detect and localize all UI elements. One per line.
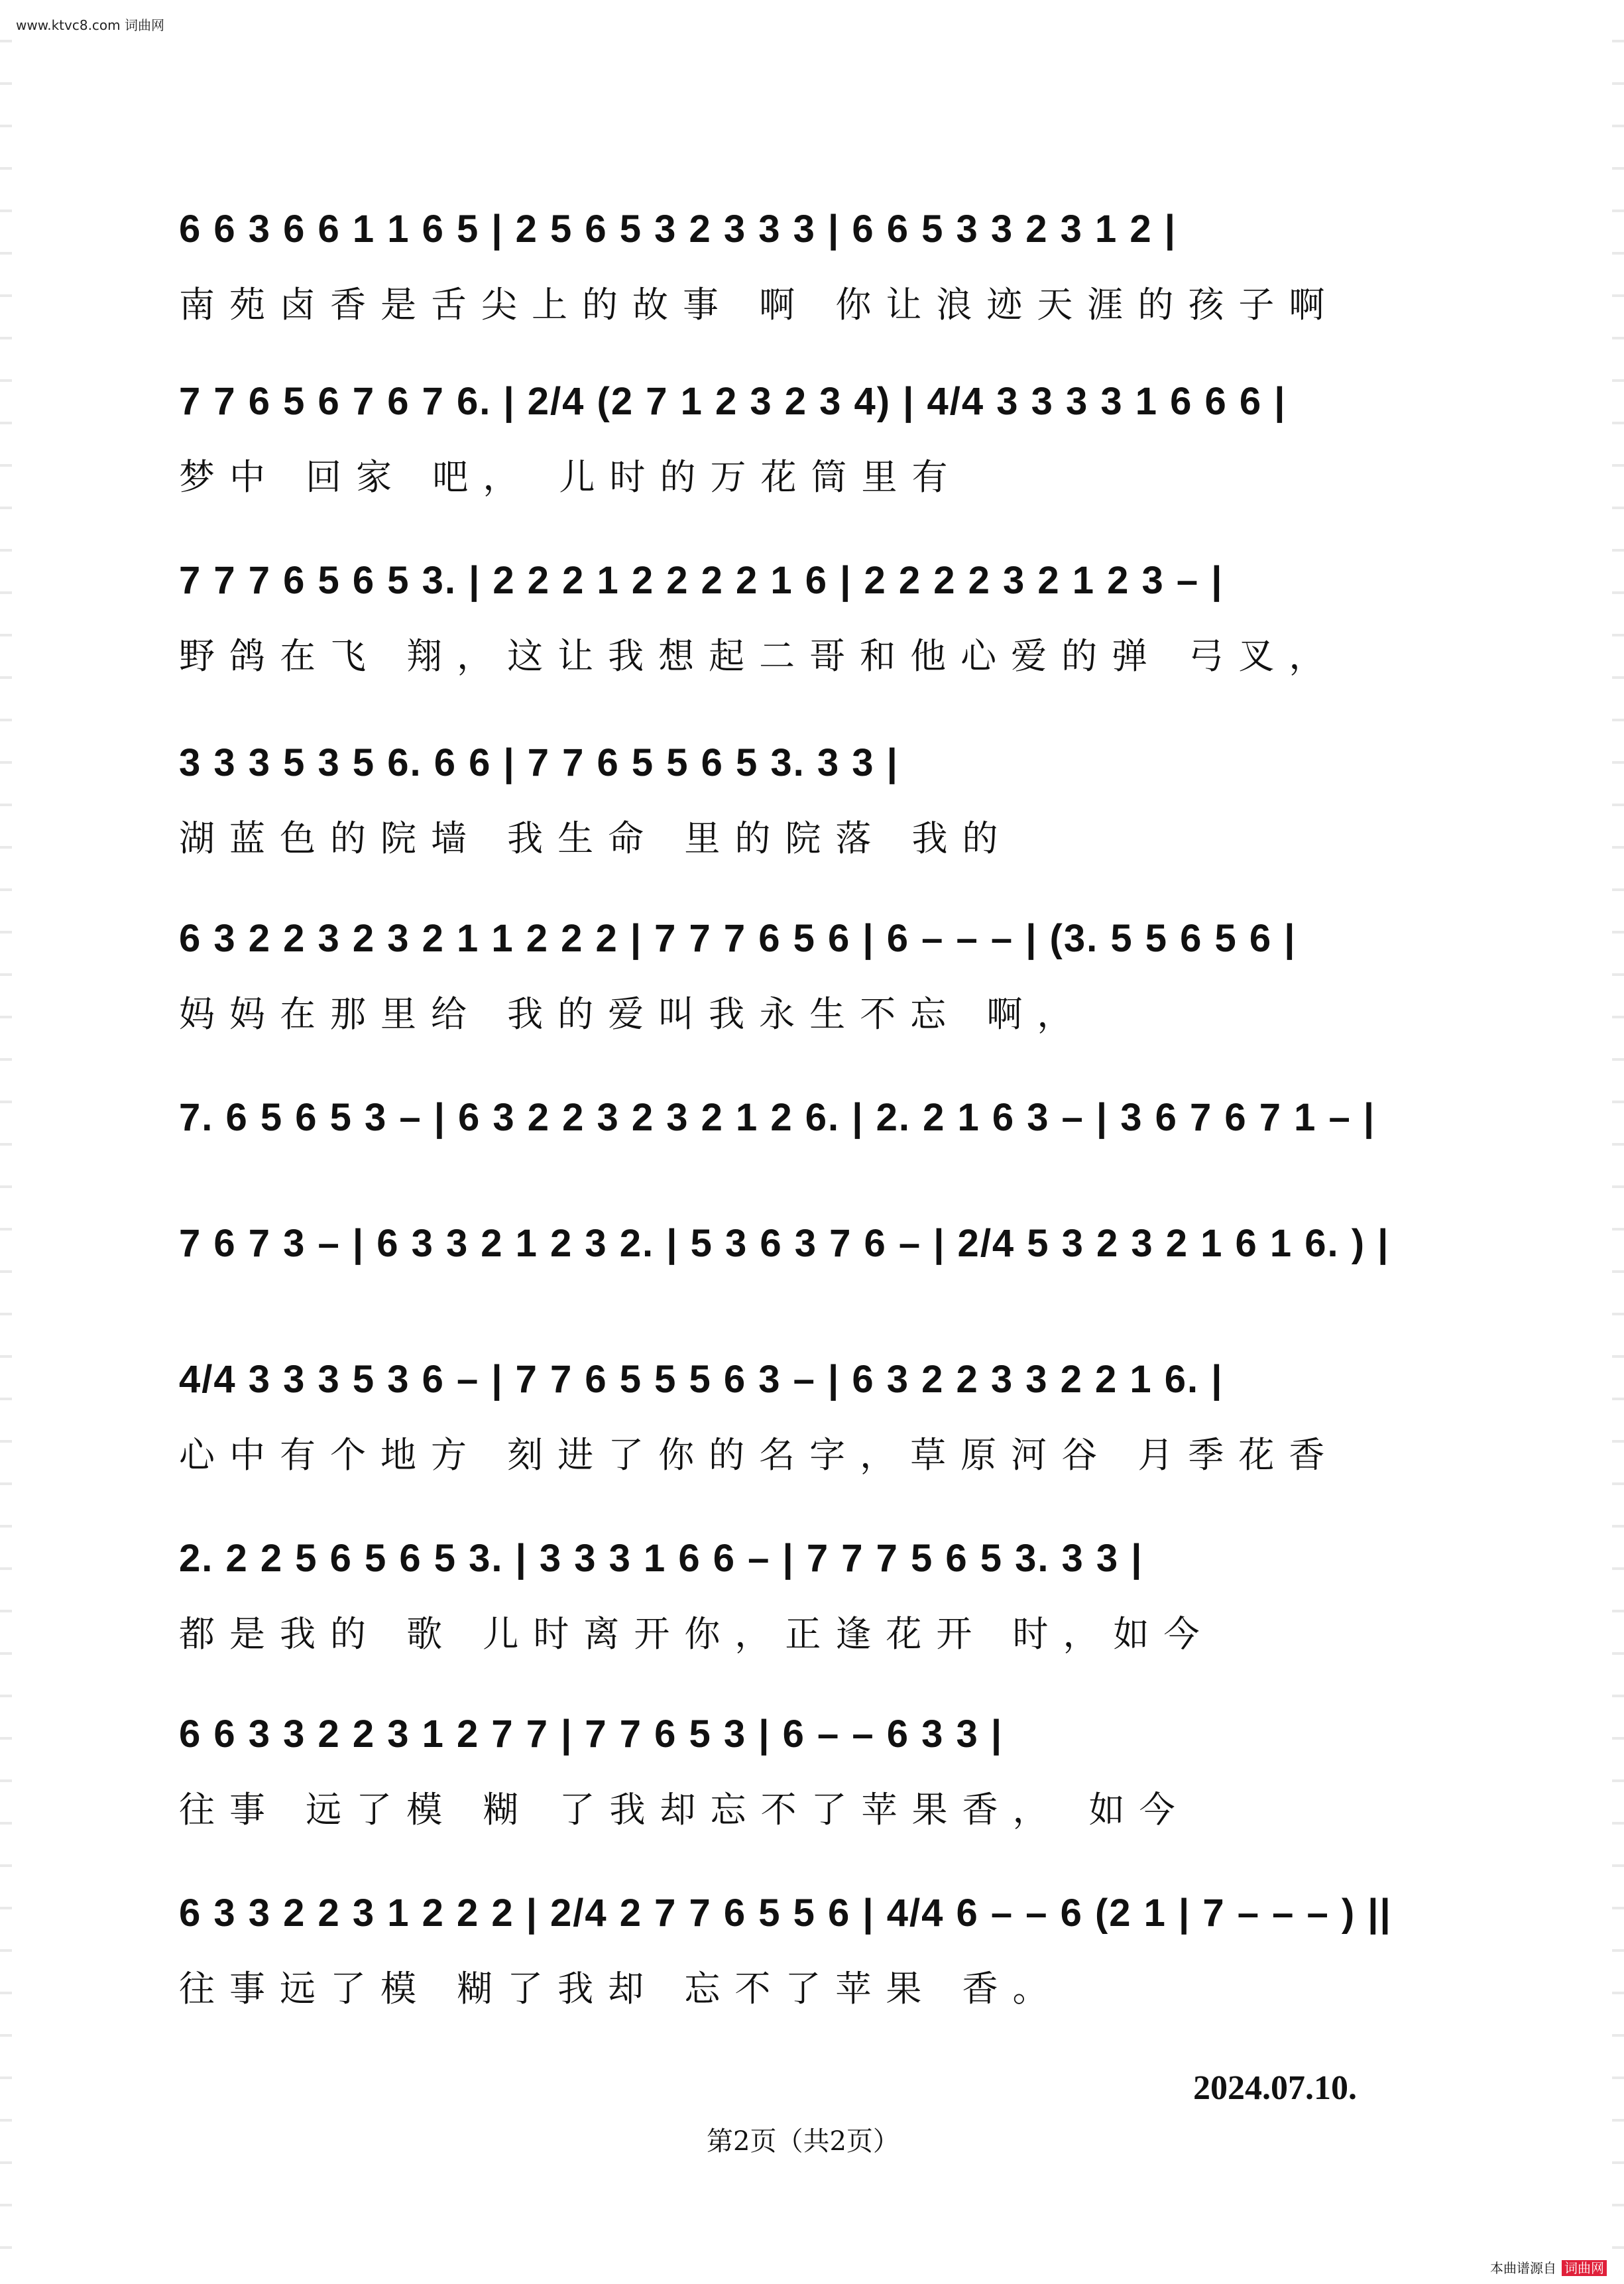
score-system-9 <box>179 1508 1465 1661</box>
notation-line: 7. 6 5 6 5 3 – | 6 3 2 2 3 2 3 2 1 2 6. | 2. 2 1 6 3 – | 3 6 7 6 7 1 – | <box>179 1095 1376 1139</box>
score-system-4 <box>179 713 1465 865</box>
score-system-5 <box>179 888 1465 1041</box>
lyric-line: 都是我的 歌 儿时离开你，正逢花开 时，如今 <box>179 1613 1214 1655</box>
notation-line: 3 3 3 5 3 5 6. 6 6 | 7 7 6 5 5 6 5 3. 3 3 | <box>179 741 899 784</box>
lyric-line: 湖蓝色的院墙 我生命 里的院落 我的 <box>179 817 1013 859</box>
footer-credit <box>1490 2257 1607 2277</box>
lyric-line: 往事远了模 糊了我却 忘不了苹果 香。 <box>179 1968 1063 2010</box>
notation-line: 2. 2 2 5 6 5 6 5 3. | 3 3 3 1 6 6 – | 7 7 7 5 6 5 3. 3 3 | <box>179 1536 1143 1580</box>
notation-line: 7 7 7 6 5 6 5 3. | 2 2 2 1 2 2 2 2 1 6 | 2 2 2 2 3 2 1 2 3 – | <box>179 558 1224 602</box>
left-watermark-strip <box>0 0 12 2284</box>
score-system-2 <box>179 351 1465 504</box>
notation-line: 6 6 3 3 2 2 3 1 2 7 7 | 7 7 6 5 3 | 6 – – 6 3 3 | <box>179 1712 1004 1756</box>
notation-line: 7 7 6 5 6 7 6 7 6. | 2/4 (2 7 1 2 3 2 3 4) | 4/4 3 3 3 3 1 6 6 6 | <box>179 379 1287 423</box>
score-system-3 <box>179 530 1465 683</box>
page-number: 第2页（共2页） <box>707 2126 899 2157</box>
score-system-11 <box>179 1863 1465 2015</box>
right-watermark-strip <box>1612 0 1624 2284</box>
site-header: www.ktvc8.com 词曲网 <box>16 17 165 33</box>
composition-date: 2024.07.10. <box>1193 2069 1357 2107</box>
notation-line: 4/4 3 3 3 5 3 6 – | 7 7 6 5 5 5 6 3 – | 6 3 2 2 3 3 2 2 1 6. | <box>179 1357 1224 1401</box>
lyric-line: 野鸽在飞 翔，这让我想起二哥和他心爱的弹 弓叉， <box>179 635 1340 677</box>
lyric-line: 南苑卤香是舌尖上的故事 啊 你让浪迹天涯的孩子啊 <box>179 284 1340 326</box>
score-system-1 <box>179 179 1465 331</box>
notation-line: 6 6 3 6 6 1 1 6 5 | 2 5 6 5 3 2 3 3 3 | 6 6 5 3 3 2 3 1 2 | <box>179 207 1177 251</box>
lyric-line: 妈妈在那里给 我的爱叫我永生不忘 啊， <box>179 993 1088 1035</box>
lyric-line: 往事 远了模 糊 了我却忘不了苹果香， 如今 <box>179 1789 1190 1831</box>
notation-line: 7 6 7 3 – | 6 3 3 2 1 2 3 2. | 5 3 6 3 7 6 – | 2/4 5 3 2 3 2 1 6 1 6. ) | <box>179 1221 1390 1265</box>
footer-source: 本曲谱源自 <box>1490 2260 1556 2276</box>
notation-line: 6 3 3 2 2 3 1 2 2 2 | 2/4 2 7 7 6 5 5 6 | 4/4 6 – – 6 (2 1 | 7 – – – ) || <box>179 1891 1392 1935</box>
lyric-line: 梦中 回家 吧， 儿时的万花筒里有 <box>179 456 962 498</box>
lyric-line: 心中有个地方 刻进了你的名字，草原河谷 月季花香 <box>179 1434 1340 1476</box>
score-system-7 <box>179 1193 1465 1293</box>
footer-brand[interactable]: 词曲网 <box>1562 2260 1607 2276</box>
score-system-8 <box>179 1329 1465 1482</box>
notation-line: 6 3 2 2 3 2 3 2 1 1 2 2 2 | 7 7 7 6 5 6 | 6 – – – | (3. 5 5 6 5 6 | <box>179 916 1297 960</box>
score-system-6 <box>179 1067 1465 1167</box>
score-system-10 <box>179 1684 1465 1836</box>
